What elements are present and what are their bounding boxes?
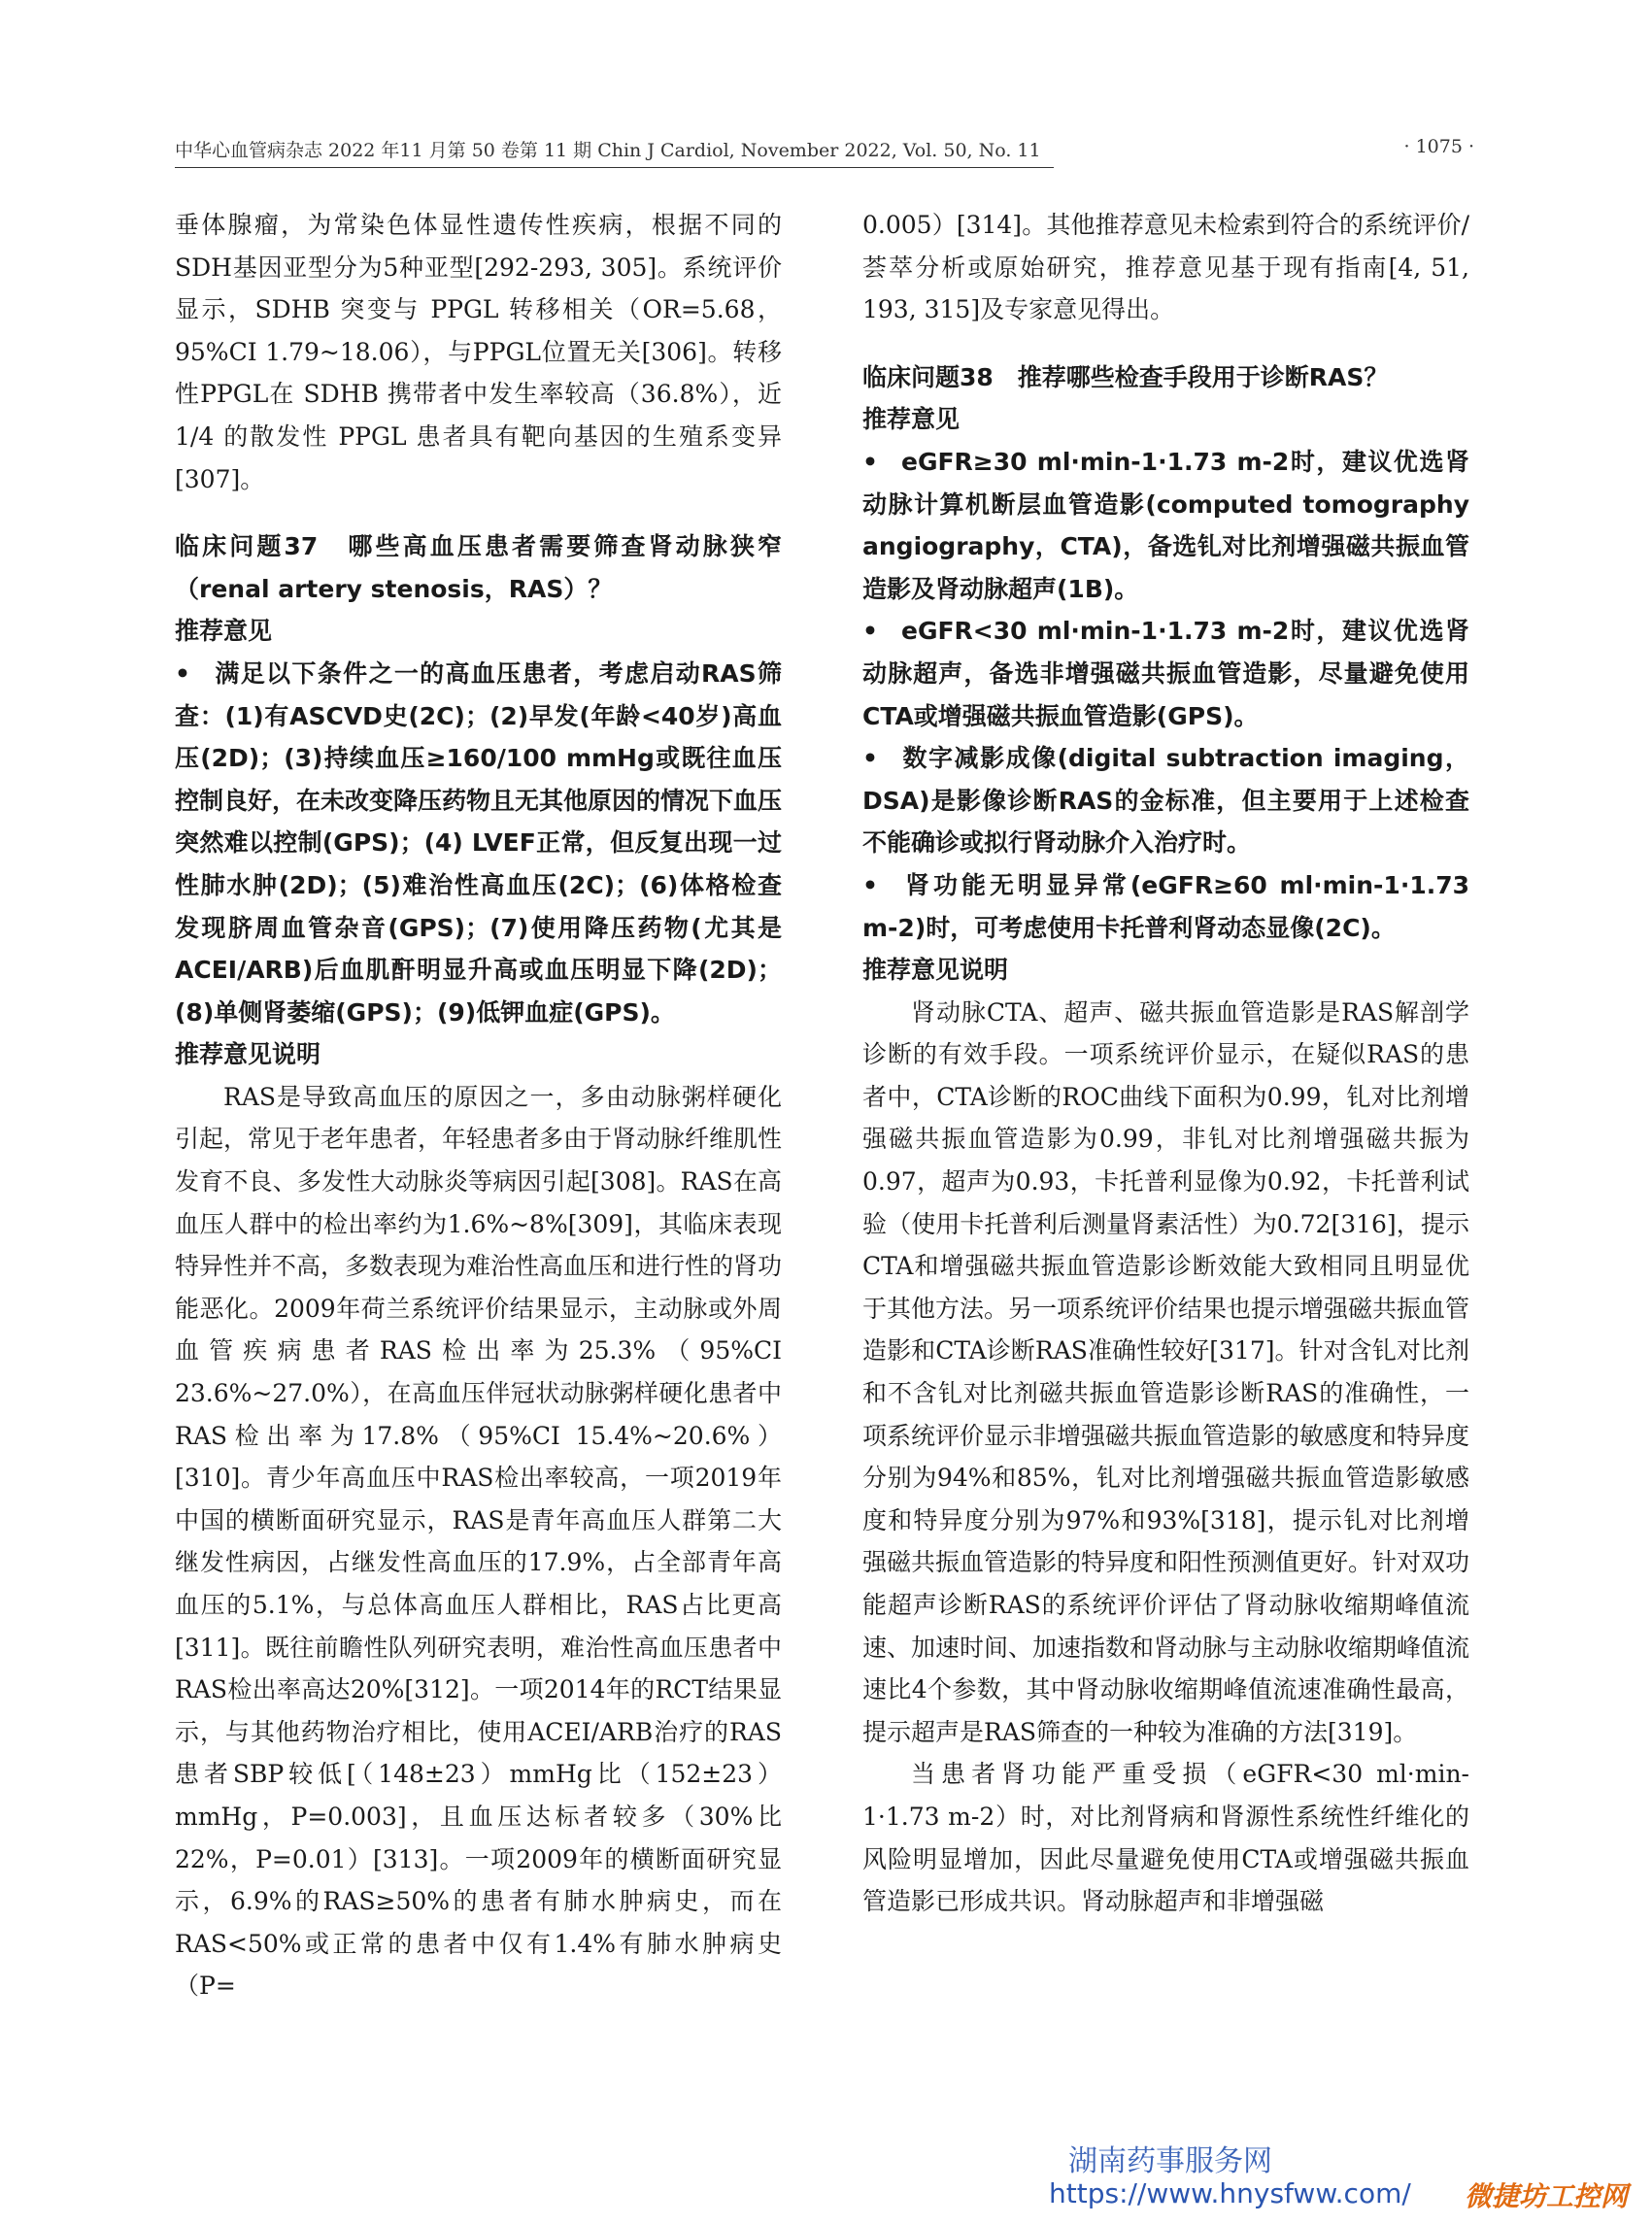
question-37-title: 临床问题37 哪些高血压患者需要筛查肾动脉狭窄（renal artery stenosis，RAS）？ — [175, 532, 782, 603]
recommendation-item — [175, 653, 782, 1033]
explanation-paragraph: 当患者肾功能严重受损（eGFR<30 ml·min-1·1.73 m-2）时，对比剂肾病和肾源性系统性纤维化的风险明显增加，因此尽量避免使用CTA或增强磁共振血管造影已形成共识。肾动脉超声和非增强磁 — [862, 1760, 1469, 1916]
question-38-title: 临床问题38 推荐哪些检查手段用于诊断RAS？ — [862, 362, 1389, 391]
bullet-icon: • — [862, 744, 878, 773]
bullet-icon: • — [862, 617, 878, 646]
recommendation-text: eGFR<30 ml·min-1·1.73 m-2时，建议优选肾动脉超声，备选非增强磁共振血管造影，尽量避免使用CTA或增强磁共振血管造影(GPS)。 — [862, 617, 1469, 730]
recommendation-item — [862, 737, 1469, 864]
bullet-icon: • — [862, 447, 878, 476]
recommendation-text: 满足以下条件之一的高血压患者，考虑启动RAS筛查：(1)有ASCVD史(2C)；(2)早发(年龄<40岁)高血压(2D)；(3)持续血压≥160/100 mmHg或既往血压控制良好，在未改变降压药物且无其他原因的情况下血压突然难以控制(GPS)；(4) LVEF正常，但反复出现一过性肺水肿(2D)；(5)难治性高血压(2C)；(6)体格检查发现脐周血管杂音(GPS)；(7)使用降压药物(尤其是ACEI/ARB)后血肌酐明显升高或血压明显下降(2D)；(8)单侧肾萎缩(GPS)；(9)低钾血症(GPS)。 — [175, 658, 783, 1027]
explanation-label: 推荐意见说明 — [175, 1040, 321, 1069]
recommendation-label: 推荐意见 — [862, 405, 961, 434]
recommendation-item — [862, 441, 1469, 610]
header-rule — [175, 167, 1054, 168]
recommendation-item — [862, 864, 1469, 949]
recommendation-label: 推荐意见 — [175, 617, 273, 646]
running-header — [175, 136, 1474, 165]
recommendation-text: 肾功能无明显异常(eGFR≥60 ml·min-1·1.73 m-2)时，可考虑使用卡托普利肾动态显像(2C)。 — [862, 870, 1469, 942]
right-column — [862, 204, 1469, 1923]
watermark — [1049, 2137, 1632, 2214]
recommendation-text: eGFR≥30 ml·min-1·1.73 m-2时，建议优选肾动脉计算机断层血管造影(computed tomography angiography，CTA)，备选钆对比剂增强磁共振血管造影及肾动脉超声(1B)。 — [862, 447, 1469, 603]
page-number: · 1075 · — [1403, 136, 1474, 157]
watermark-brand: 微捷坊工控网 — [1465, 2180, 1629, 2212]
paragraph-continued: 0.005）[314]。其他推荐意见未检索到符合的系统评价/荟萃分析或原始研究，推荐意见基于现有指南[4, 51, 193, 315]及专家意见得出。 — [862, 211, 1469, 324]
watermark-url[interactable]: https://www.hnysfww.com/ — [1049, 2177, 1411, 2209]
watermark-site-name: 湖南药事服务网 — [1068, 2144, 1272, 2178]
left-column — [175, 204, 782, 2007]
explanation-paragraph: 肾动脉CTA、超声、磁共振血管造影是RAS解剖学诊断的有效手段。一项系统评价显示，在疑似RAS的患者中，CTA诊断的ROC曲线下面积为0.99，钆对比剂增强磁共振血管造影为0.99，非钆对比剂增强磁共振为0.97，超声为0.93，卡托普利显像为0.92，卡托普利试验（使用卡托普利后测量肾素活性）为0.72[316]，提示CTA和增强磁共振血管造影诊断效能大致相同且明显优于其他方法。另一项系统评价结果也提示增强磁共振血管造影和CTA诊断RAS准确性较好[317]。针对含钆对比剂和不含钆对比剂磁共振血管造影诊断RAS的准确性，一项系统评价显示非增强磁共振血管造影的敏感度和特异度分别为94%和85%，钆对比剂增强磁共振血管造影敏感度和特异度分别为97%和93%[318]，提示钆对比剂增强磁共振血管造影的特异度和阳性预测值更好。针对双功能超声诊断RAS的系统评价评估了肾动脉收缩期峰值流速、加速时间、加速指数和肾动脉与主动脉收缩期峰值流速比4个参数，其中肾动脉收缩期峰值流速准确性最高，提示超声是RAS筛查的一种较为准确的方法[319]。 — [862, 997, 1470, 1746]
paragraph-sdh: 垂体腺瘤，为常染色体显性遗传性疾病，根据不同的SDH基因亚型分为5种亚型[292-293, 305]。系统评价显示，SDHB 突变与 PPGL 转移相关（OR=5.68，95%CI 1.79~18.06），与PPGL位置无关[306]。转移性PPGL在 SDHB 携带者中发生率较高（36.8%），近1/4 的散发性 PPGL 患者具有靶向基因的生殖系变异[307]。 — [175, 211, 782, 493]
explanation-label: 推荐意见说明 — [862, 956, 1009, 985]
journal-citation: 中华心血管病杂志 2022 年11 月第 50 卷第 11 期 Chin J Cardiol, November 2022, Vol. 50, No. 11 — [175, 140, 1041, 161]
recommendation-item — [862, 610, 1469, 737]
bullet-icon: • — [862, 870, 878, 899]
recommendation-text: 数字减影成像(digital subtraction imaging，DSA)是影像诊断RAS的金标准，但主要用于上述检查不能确诊或拟行肾动脉介入治疗时。 — [862, 744, 1469, 858]
bullet-icon: • — [175, 658, 190, 688]
explanation-paragraph: RAS是导致高血压的原因之一，多由动脉粥样硬化引起，常见于老年患者，年轻患者多由于肾动脉纤维肌性发育不良、多发性大动脉炎等病因引起[308]。RAS在高血压人群中的检出率约为1.6%~8%[309]，其临床表现特异性并不高，多数表现为难治性高血压和进行性的肾功能恶化。2009年荷兰系统评价结果显示，主动脉或外周血管疾病患者RAS检出率为25.3%（95%CI 23.6%~27.0%），在高血压伴冠状动脉粥样硬化患者中RAS检出率为17.8%（95%CI 15.4%~20.6%）[310]。青少年高血压中RAS检出率较高，一项2019年中国的横断面研究显示，RAS是青年高血压人群第二大继发性病因，占继发性高血压的17.9%，占全部青年高血压的5.1%，与总体高血压人群相比，RAS占比更高[311]。既往前瞻性队列研究表明，难治性高血压患者中RAS检出率高达20%[312]。一项2014年的RCT结果显示，与其他药物治疗相比，使用ACEI/ARB治疗的RAS患者SBP较低[（148±23）mmHg比（152±23）mmHg，P=0.003]，且血压达标者较多（30%比22%，P=0.01）[313]。一项2009年的横断面研究显示，6.9%的RAS≥50%的患者有肺水肿病史，而在RAS<50%或正常的患者中仅有1.4%有肺水肿病史（P= — [175, 1082, 783, 2001]
